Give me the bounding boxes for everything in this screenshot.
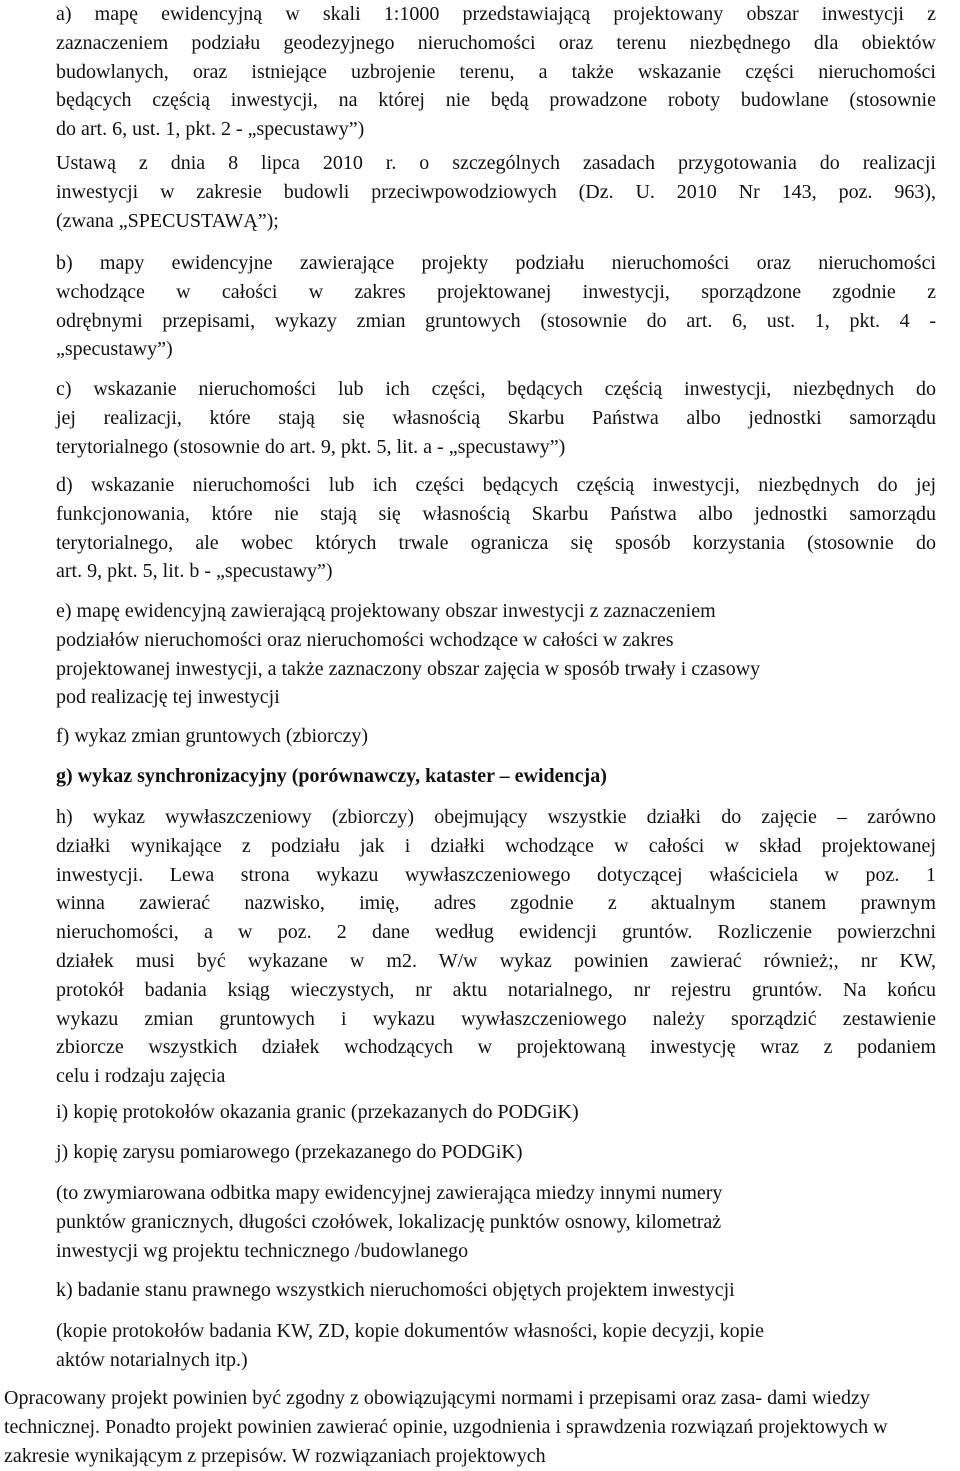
item-d-line: d) wskazanie nieruchomości lub ich części będących częścią inwestycji, niezbędnych do jej	[56, 474, 936, 496]
item-j-note-line: inwestycji wg projektu technicznego /budowlanego	[56, 1239, 469, 1262]
item-b-line: „specustawy”)	[56, 338, 173, 361]
ustawa-paragraph	[56, 149, 936, 235]
item-j-paragraph	[56, 1138, 936, 1167]
item-h-line: wykazu zmian gruntowych i wykazu wywłaszczeniowego należy sporządzić zestawienie	[56, 1007, 936, 1030]
item-e-line: e) mapę ewidencyjną zawierającą projektowany obszar inwestycji z zaznaczeniem	[56, 600, 716, 622]
item-f-line: f) wykaz zmian gruntowych (zbiorczy)	[56, 725, 369, 747]
item-b-paragraph	[56, 249, 936, 364]
item-k-note-line: aktów notarialnych itp.)	[56, 1348, 248, 1371]
item-g-line: g) wykaz synchronizacyjny (porównawczy, kataster – ewidencja)	[56, 765, 607, 787]
item-h-paragraph	[56, 803, 936, 1091]
ustawa-line: (zwana „SPECUSTAWĄ”);	[56, 209, 279, 232]
item-i-line: i) kopię protokołów okazania granic (przekazanych do PODGiK)	[56, 1101, 579, 1123]
item-d-line: funkcjonowania, które nie stają się własnością Skarbu Państwa albo jednostki samorządu	[56, 502, 936, 525]
item-c-line: terytorialnego (stosownie do art. 9, pkt. 5, lit. a - „specustawy”)	[56, 435, 566, 458]
closing-line: dami wiedzy technicznej. Ponadto projekt powinien zawierać opinie, uzgodnienia i sprawdzenia	[4, 1387, 870, 1438]
item-h-line: celu i rodzaju zajęcia	[56, 1065, 226, 1088]
item-c-paragraph	[56, 375, 936, 461]
item-d-line: art. 9, pkt. 5, lit. b - „specustawy”)	[56, 560, 333, 583]
item-k-note	[56, 1317, 936, 1375]
item-h-line: działki wynikające z podziału jak i działki wchodzące w całości w skład projektowanej	[56, 834, 936, 857]
item-a-line: budowlanych, oraz istniejące uzbrojenie terenu, a także wskazanie części nieruchomości	[56, 60, 936, 83]
item-h-line: zbiorcze wszystkich działek wchodzących w projektowaną inwestycję wraz z podaniem	[56, 1036, 936, 1059]
item-b-line: b) mapy ewidencyjne zawierające projekty podziału nieruchomości oraz nieruchomości	[56, 252, 936, 274]
item-j-note-line: (to zwymiarowana odbitka mapy ewidencyjnej zawierająca miedzy innymi numery	[56, 1182, 723, 1204]
closing-paragraph	[4, 1384, 944, 1470]
item-e-line: podziałów nieruchomości oraz nieruchomości wchodzące w całości w zakres	[56, 628, 674, 651]
closing-line: rozwiązań projektowych w zakresie wynikającym z przepisów. W rozwiązaniach projektowych	[4, 1415, 888, 1467]
item-a-line: będących częścią inwestycji, na której nie będą prowadzone roboty budowlane (stosownie	[56, 89, 936, 112]
item-k-note-line: (kopie protokołów badania KW, ZD, kopie dokumentów własności, kopie decyzji, kopie	[56, 1320, 764, 1342]
closing-line: Opracowany projekt powinien być zgodny z obowiązującymi normami i przepisami oraz zasa-	[4, 1387, 763, 1409]
item-e-line: pod realizację tej inwestycji	[56, 686, 280, 709]
item-h-line: działek musi być wykazane w m2. W/w wykaz powinien zawierać również;, nr KW,	[56, 949, 936, 972]
item-j-note	[56, 1179, 936, 1265]
item-a-paragraph	[56, 0, 936, 144]
item-b-line: odrębnymi przepisami, wykazy zmian gruntowych (stosownie do art. 6, ust. 1, pkt. 4 -	[56, 309, 936, 332]
item-d-line: terytorialnego, ale wobec których trwale ogranicza się sposób korzystania (stosownie do	[56, 531, 936, 554]
item-a-line: a) mapę ewidencyjną w skali 1:1000 przedstawiającą projektowany obszar inwestycji z	[56, 3, 936, 25]
ustawa-line: Ustawą z dnia 8 lipca 2010 r. o szczególnych zasadach przygotowania do realizacji	[56, 152, 936, 174]
item-h-line: h) wykaz wywłaszczeniowy (zbiorczy) obejmujący wszystkie działki do zajęcie – zarówno	[56, 806, 936, 828]
item-c-line: jej realizacji, które stają się własnością Skarbu Państwa albo jednostki samorządu	[56, 406, 936, 429]
item-h-line: winna zawierać nazwisko, imię, adres zgodnie z aktualnym stanem prawnym	[56, 892, 936, 915]
item-d-paragraph	[56, 471, 936, 586]
item-h-line: protokół badania ksiąg wieczystych, nr aktu notarialnego, nr rejestru gruntów. Na końcu	[56, 978, 936, 1001]
item-e-line: projektowanej inwestycji, a także zaznaczony obszar zajęcia w sposób trwały i czasowy	[56, 657, 761, 680]
item-h-line: nieruchomości, a w poz. 2 dane według ewidencji gruntów. Rozliczenie powierzchni	[56, 921, 936, 944]
item-g-paragraph	[56, 762, 936, 791]
item-i-paragraph	[56, 1098, 936, 1127]
item-k-paragraph	[56, 1276, 936, 1305]
item-a-line: do art. 6, ust. 1, pkt. 2 - „specustawy”)	[56, 118, 365, 141]
item-j-note-line: punktów granicznych, długości czołówek, lokalizację punktów osnowy, kilometraż	[56, 1210, 722, 1233]
item-b-line: wchodzące w całości w zakres projektowanej inwestycji, sporządzone zgodnie z	[56, 280, 936, 303]
item-a-line: zaznaczeniem podziału geodezyjnego nieruchomości oraz terenu niezbędnego dla obiektów	[56, 31, 936, 54]
item-e-paragraph	[56, 597, 936, 712]
item-c-line: c) wskazanie nieruchomości lub ich części, będących częścią inwestycji, niezbędnych do	[56, 378, 936, 400]
item-h-line: inwestycji. Lewa strona wykazu wywłaszczeniowego dotyczącej właściciela w poz. 1	[56, 863, 936, 886]
item-j-line: j) kopię zarysu pomiarowego (przekazanego do PODGiK)	[56, 1141, 523, 1163]
item-k-line: k) badanie stanu prawnego wszystkich nieruchomości objętych projektem inwestycji	[56, 1279, 735, 1301]
item-f-paragraph	[56, 722, 936, 751]
ustawa-line: inwestycji w zakresie budowli przeciwpowodziowych (Dz. U. 2010 Nr 143, poz. 963),	[56, 180, 936, 203]
